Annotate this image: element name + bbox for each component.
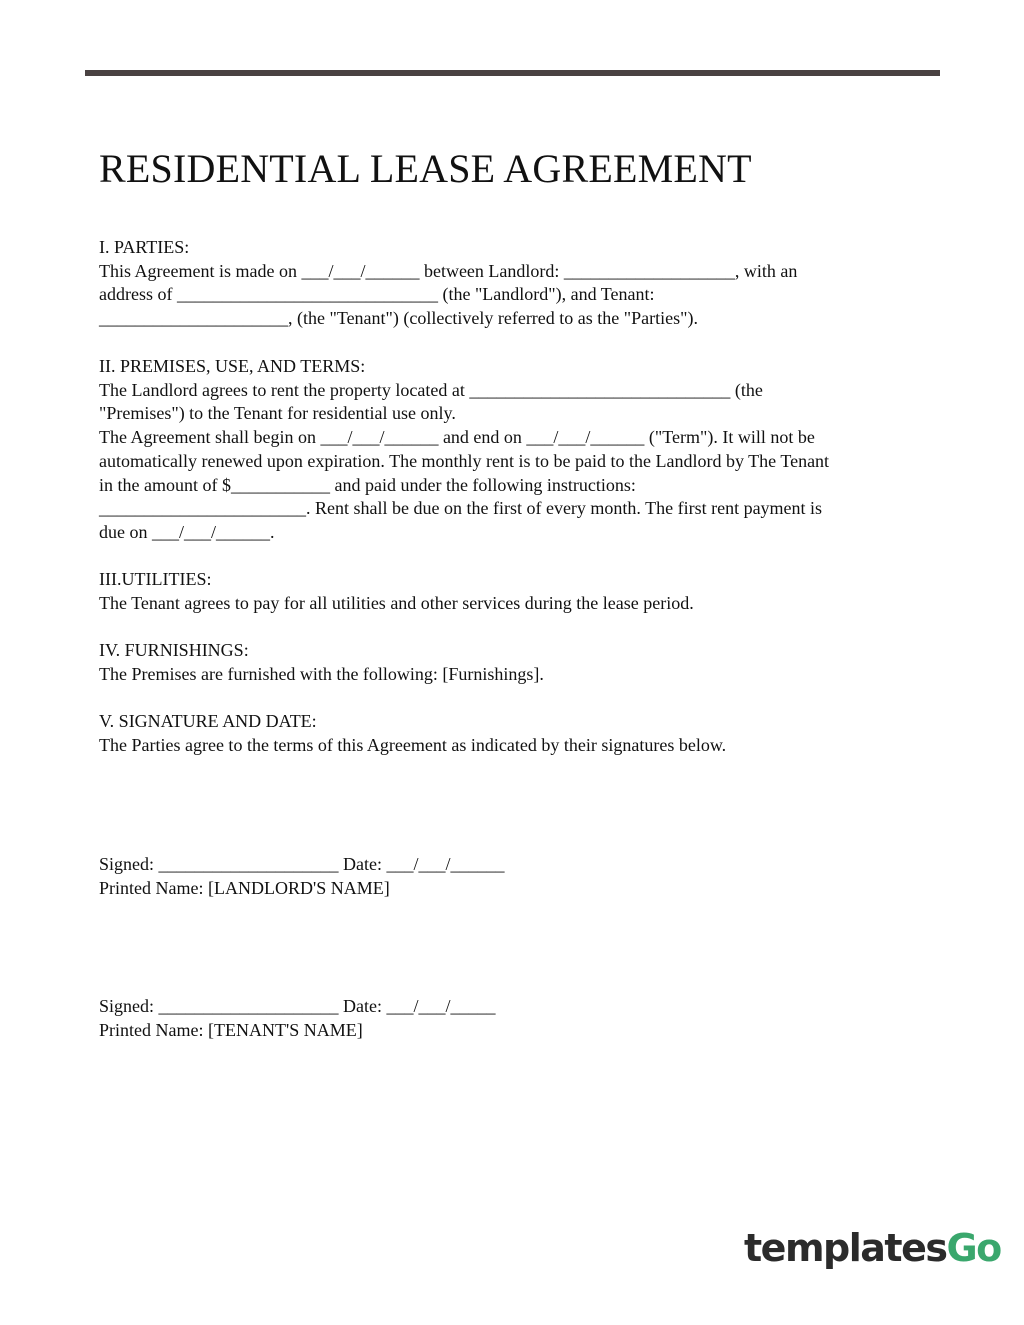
section-heading: I. PARTIES:	[99, 237, 190, 257]
signature-line: Signed: ____________________ Date: ___/___/_____	[99, 996, 496, 1016]
section-text-line: The Premises are furnished with the following: [Furnishings].	[99, 663, 544, 684]
signature-block-tenant	[99, 995, 929, 1042]
section-text-line: due on ___/___/______.	[99, 521, 275, 542]
section-text-line: _____________________, (the "Tenant") (collectively referred to as the "Parties").	[99, 308, 698, 329]
printed-name-line: Printed Name: [TENANT'S NAME]	[99, 1019, 363, 1040]
section-premises	[99, 355, 929, 545]
section-furnishings	[99, 639, 929, 686]
section-signature-and-date	[99, 710, 929, 757]
section-text-line: automatically renewed upon expiration. The monthly rent is to be paid to the Landlord by The Tenant	[99, 450, 830, 471]
section-text-line: in the amount of $___________ and paid under the following instructions:	[99, 474, 636, 495]
section-text-line: _______________________. Rent shall be due on the first of every month. The first rent payment is	[99, 498, 823, 519]
section-heading: V. SIGNATURE AND DATE:	[99, 711, 317, 731]
section-heading: IV. FURNISHINGS:	[99, 640, 249, 660]
section-text-line: address of _____________________________ (the "Landlord"), and Tenant:	[99, 284, 655, 305]
section-text-line: "Premises") to the Tenant for residential use only.	[99, 403, 456, 424]
section-text-line: The Agreement shall begin on ___/___/______ and end on ___/___/______ ("Term"). It will not be	[99, 427, 815, 448]
logo-text-templates: templates	[744, 1226, 947, 1270]
section-utilities	[99, 568, 929, 615]
templatesgo-logo	[744, 1220, 1001, 1276]
printed-name-line: Printed Name: [LANDLORD'S NAME]	[99, 877, 390, 898]
section-text-line: This Agreement is made on ___/___/______ between Landlord: ___________________, with an	[99, 260, 798, 281]
section-text-line: The Tenant agrees to pay for all utilities and other services during the lease period.	[99, 592, 694, 613]
section-heading: II. PREMISES, USE, AND TERMS:	[99, 356, 366, 376]
section-text-line: The Parties agree to the terms of this Agreement as indicated by their signatures below.	[99, 734, 727, 755]
section-parties	[99, 236, 929, 331]
logo-text-go: Go	[946, 1226, 1001, 1270]
top-divider	[85, 70, 940, 76]
document-title: RESIDENTIAL LEASE AGREEMENT	[99, 145, 752, 191]
section-text-line: The Landlord agrees to rent the property located at _____________________________ (the	[99, 379, 763, 400]
signature-line: Signed: ____________________ Date: ___/___/______	[99, 854, 505, 874]
section-heading: III.UTILITIES:	[99, 569, 212, 589]
signature-block-landlord	[99, 853, 929, 900]
